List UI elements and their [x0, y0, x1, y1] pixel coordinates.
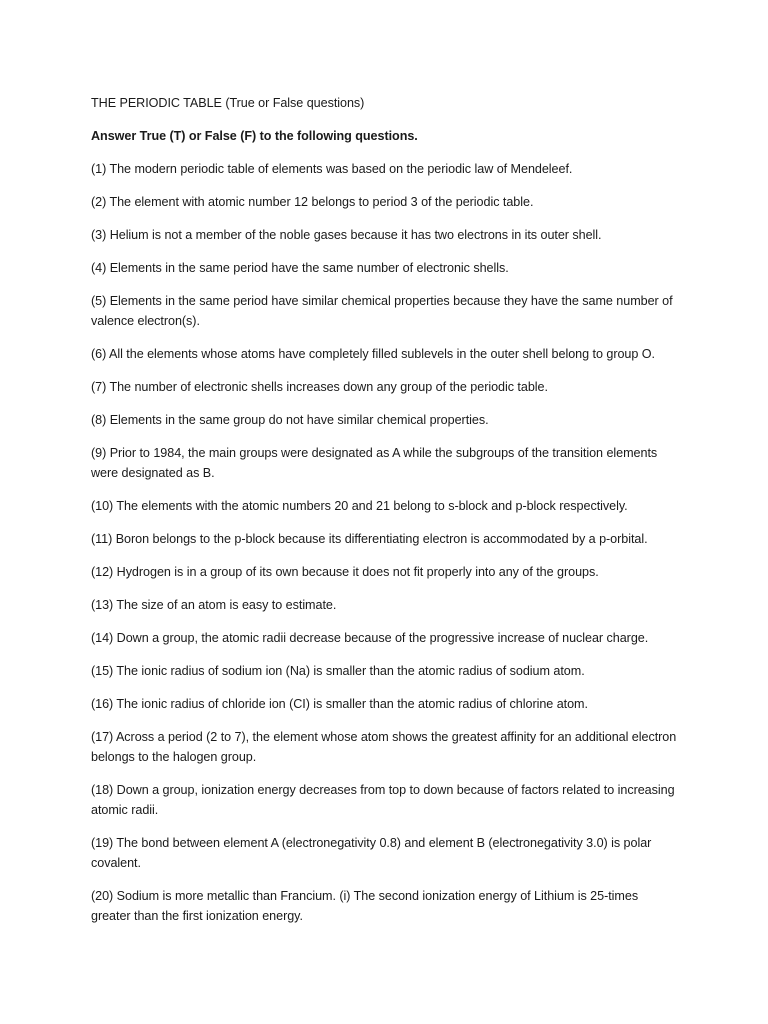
question-13: (13) The size of an atom is easy to estimate. — [91, 598, 337, 612]
question-6: (6) All the elements whose atoms have completely filled sublevels in the outer shell belong to group O. — [91, 347, 655, 361]
question-10: (10) The elements with the atomic numbers 20 and 21 belong to s-block and p-block respectively. — [91, 499, 628, 513]
question-11: (11) Boron belongs to the p-block because its differentiating electron is accommodated by a p-orbital. — [91, 532, 648, 546]
question-1: (1) The modern periodic table of elements was based on the periodic law of Mendeleef. — [91, 162, 573, 176]
question-2: (2) The element with atomic number 12 belongs to period 3 of the periodic table. — [91, 195, 534, 209]
question-19: (19) The bond between element A (electronegativity 0.8) and element B (electronegativity 3.0) is polar covalent. — [91, 836, 652, 870]
question-4: (4) Elements in the same period have the same number of electronic shells. — [91, 261, 509, 275]
instruction-text: Answer True (T) or False (F) to the following questions. — [91, 129, 418, 143]
question-3: (3) Helium is not a member of the noble gases because it has two electrons in its outer shell. — [91, 228, 602, 242]
document-title: THE PERIODIC TABLE (True or False questions) — [91, 96, 365, 110]
question-9: (9) Prior to 1984, the main groups were designated as A while the subgroups of the transition elements were designated as B. — [91, 446, 658, 480]
question-15: (15) The ionic radius of sodium ion (Na) is smaller than the atomic radius of sodium atom. — [91, 664, 585, 678]
question-16: (16) The ionic radius of chloride ion (CI) is smaller than the atomic radius of chlorine atom. — [91, 697, 588, 711]
question-5: (5) Elements in the same period have similar chemical properties because they have the same number of valence electron(s). — [91, 294, 673, 328]
question-17: (17) Across a period (2 to 7), the element whose atom shows the greatest affinity for an additional electron belongs to the halogen group. — [91, 730, 677, 764]
question-20: (20) Sodium is more metallic than Francium. (i) The second ionization energy of Lithium is 25-times greater than the first ionization energy. — [91, 889, 639, 923]
question-14: (14) Down a group, the atomic radii decrease because of the progressive increase of nuclear charge. — [91, 631, 649, 645]
question-18: (18) Down a group, ionization energy decreases from top to down because of factors related to increasing atomic radii. — [91, 783, 675, 817]
question-12: (12) Hydrogen is in a group of its own because it does not fit properly into any of the groups. — [91, 565, 599, 579]
document-body — [91, 93, 681, 939]
question-7: (7) The number of electronic shells increases down any group of the periodic table. — [91, 380, 548, 394]
question-8: (8) Elements in the same group do not have similar chemical properties. — [91, 413, 489, 427]
